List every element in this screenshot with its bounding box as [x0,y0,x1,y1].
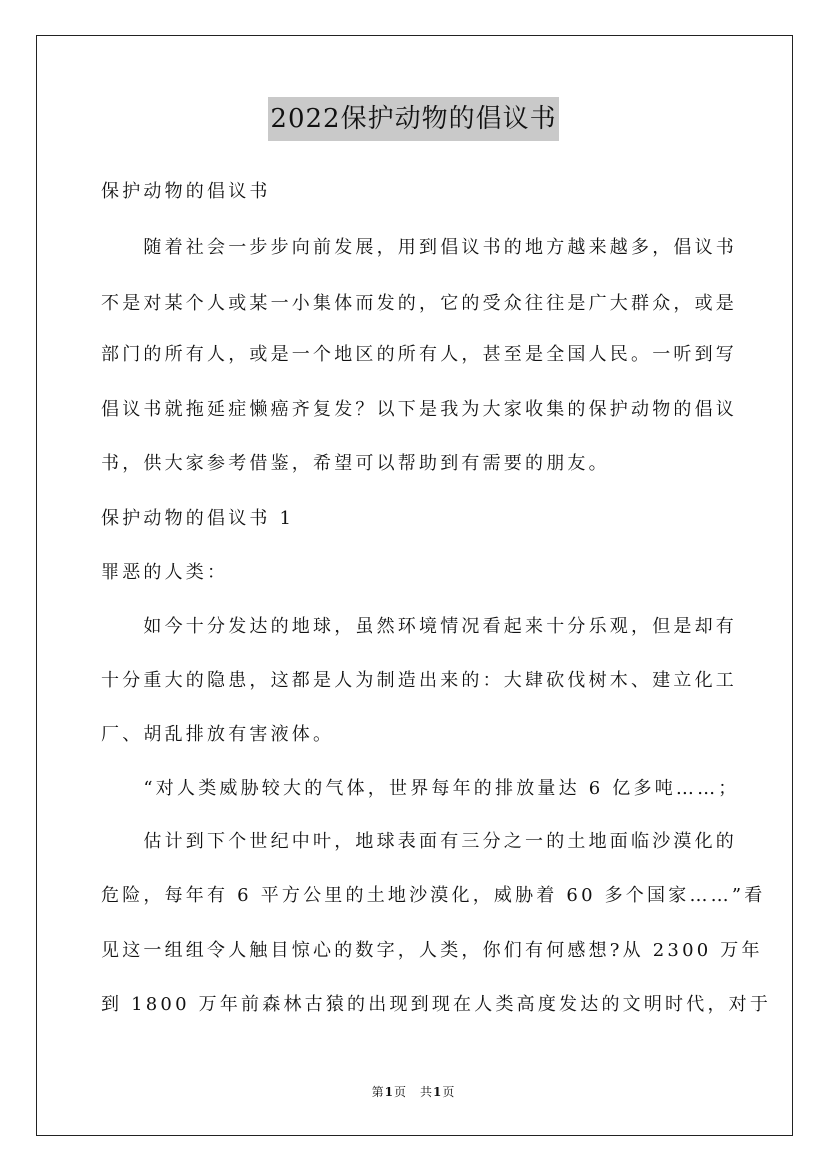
text-line: 随着社会一步步向前发展，用到倡议书的地方越来越多，倡议书 [101,237,737,258]
text-line: 到 1800 万年前森林古猿的出现到现在人类高度发达的文明时代，对于 [101,994,772,1015]
text-line: 厂、胡乱排放有害液体。 [101,724,335,745]
text-line: 不是对某个人或某一小集体而发的，它的受众往往是广大群众，或是 [101,293,737,314]
text-line: 倡议书就拖延症懒癌齐复发？以下是我为大家收集的保护动物的倡议 [101,399,737,420]
text-line: 保护动物的倡议书 1 [101,508,295,529]
text-line: 书，供大家参考借鉴，希望可以帮助到有需要的朋友。 [101,453,610,474]
footer-prefix: 第 [371,1085,385,1099]
text-line: 部门的所有人，或是一个地区的所有人，甚至是全国人民。一听到写 [101,344,737,365]
title-container [0,97,827,141]
footer-middle: 页 共 [393,1085,433,1099]
footer-page-number: 1 [384,1085,394,1099]
text-line: “对人类威胁较大的气体，世界每年的排放量达 6 亿多吨……； [101,778,740,799]
text-line: 估计到下个世纪中叶，地球表面有三分之一的土地面临沙漠化的 [101,831,737,852]
text-line: 保护动物的倡议书 [101,181,271,202]
text-line: 危险，每年有 6 平方公里的土地沙漠化，威胁着 60 多个国家……”看 [101,885,766,906]
document-title: 2022保护动物的倡议书 [268,97,558,141]
footer-suffix: 页 [442,1085,456,1099]
text-line: 如今十分发达的地球，虽然环境情况看起来十分乐观，但是却有 [101,616,737,637]
text-line: 十分重大的隐患，这都是人为制造出来的：大肆砍伐树木、建立化工 [101,670,737,691]
text-line: 见这一组组令人触目惊心的数字，人类，你们有何感想?从 2300 万年 [101,940,763,961]
text-line: 罪恶的人类： [101,562,229,583]
page-footer [0,1083,827,1100]
footer-page-total: 1 [433,1085,443,1099]
